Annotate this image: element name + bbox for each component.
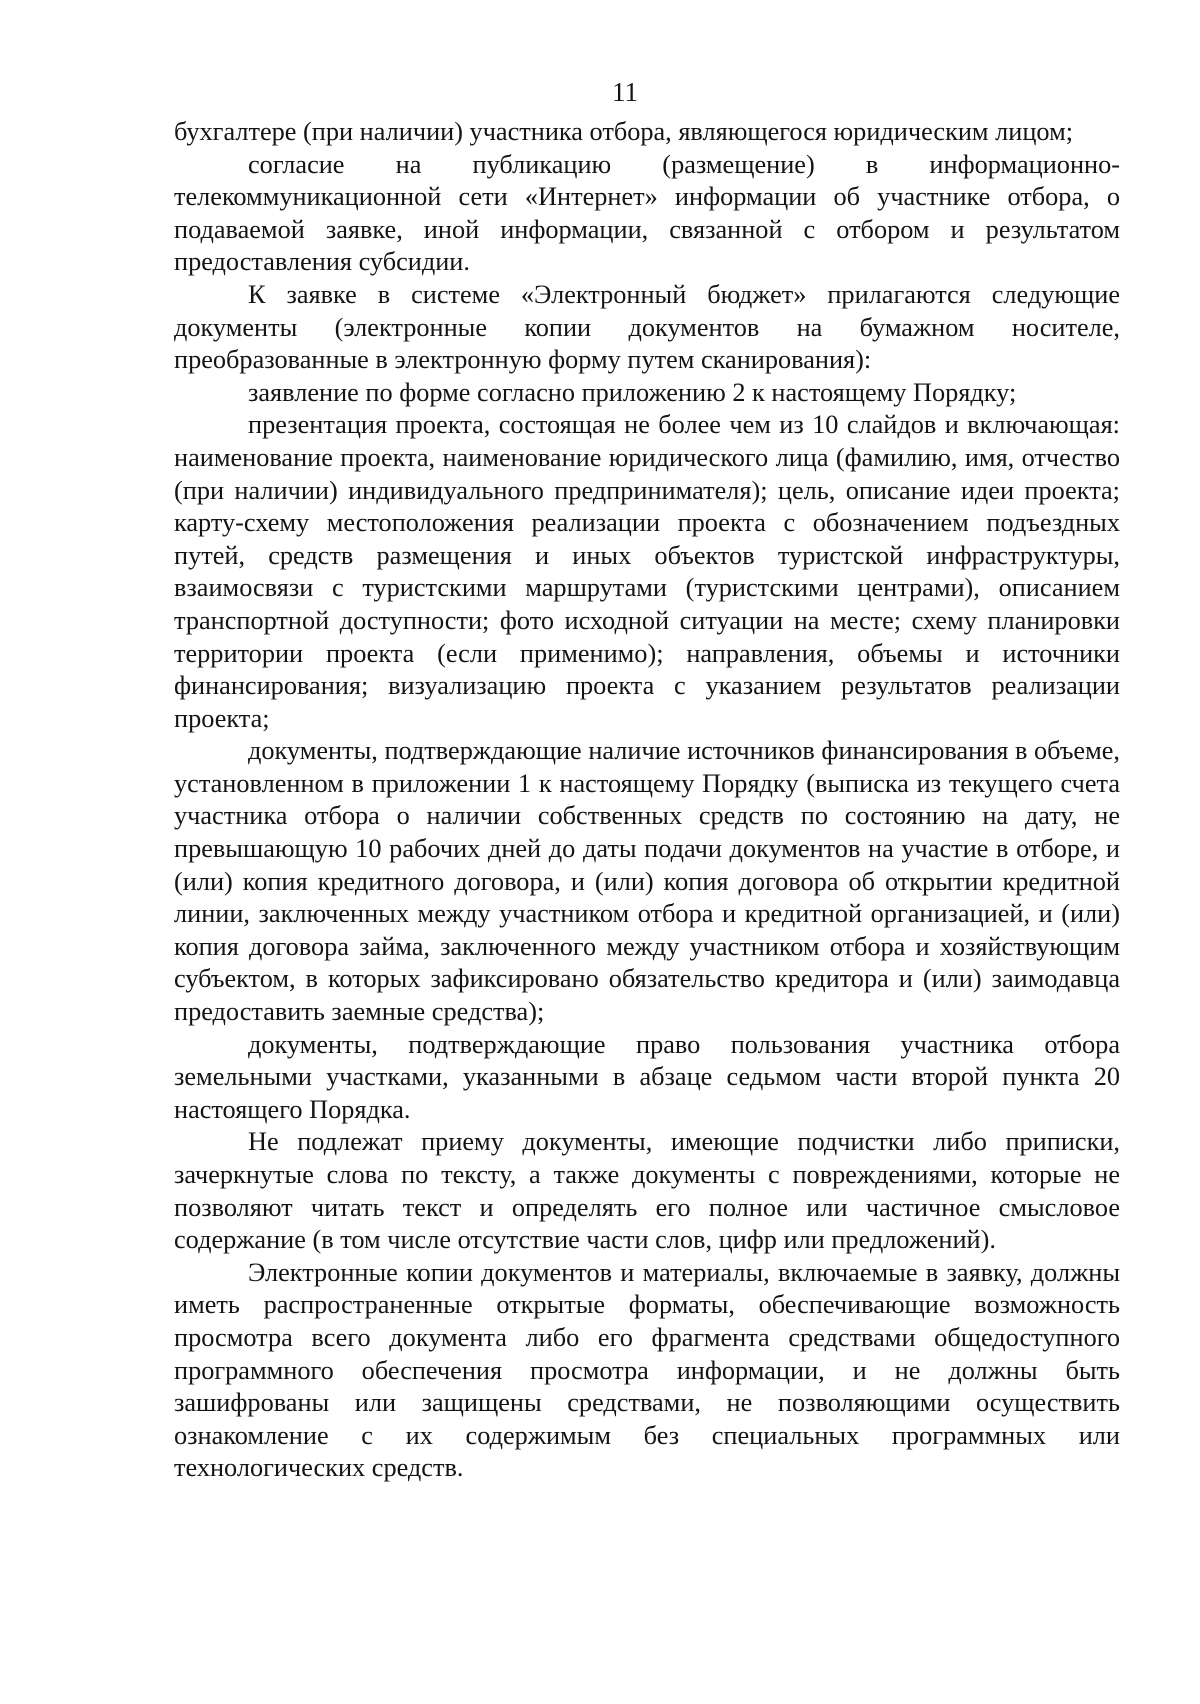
paragraph-not-accepted: Не подлежат приему документы, имеющие подчистки либо приписки, зачеркнутые слова по тексту, а также документы с повреждениями, которые не позволяют читать текст и определять его полное или частичное смысловое содержание (в том числе отсутствие части слов, цифр или предложений). [174,1127,1120,1255]
paragraph-financing-documents: документы, подтверждающие наличие источников финансирования в объеме, установленном в приложении 1 к настоящему Порядку (выписка из текущего счета участника отбора о наличии собственных средств по состоянию на дату, не превышающую 10 рабочих дней до даты подачи документов на участие в отборе, и (или) копия кредитного договора, и (или) копия договора об открытии кредитной линии, заключенных между участником отбора и кредитной организацией, и (или) копия договора займа, заключенного между участником отбора и хозяйствующим субъектом, в которых зафиксировано обязательство кредитора и (или) заимодавца предоставить заемные средства); [174,736,1120,1027]
page-number: 11 [612,77,638,107]
paragraph-project-presentation: презентация проекта, состоящая не более чем из 10 слайдов и включающая: наименование проекта, наименование юридического лица (фамилию, имя, отчество (при наличии) индивидуального предпринимателя); цель, описание идеи проекта; карту-схему местоположения реализации проекта с обозначением подъездных путей, средств размещения и иных объектов туристской инфраструктуры, взаимосвязи с туристскими маршрутами (туристскими центрами), описанием транспортной доступности; фото исходной ситуации на месте; схему планировки территории проекта (если применимо); направления, объемы и источники финансирования; визуализацию проекта с указанием результатов реализации проекта; [174,410,1120,733]
paragraph-land-rights-documents: документы, подтверждающие право пользования участника отбора земельными участками, указанными в абзаце седьмом части второй пункта 20 настоящего Порядка. [174,1029,1120,1124]
paragraph-consent-publication: согласие на публикацию (размещение) в информационно-телекоммуникационной сети «Интернет» информации об участнике отбора, о подаваемой заявке, иной информации, связанной с отбором и результатом предоставления субсидии. [174,149,1120,277]
paragraph-electronic-copies: Электронные копии документов и материалы, включаемые в заявку, должны иметь распространенные открытые форматы, обеспечивающие возможность просмотра всего документа либо его фрагмента средствами общедоступного программного обеспечения просмотра информации, и не должны быть зашифрованы или защищены средствами, не позволяющими осуществить ознакомление с их содержимым без специальных программных или технологических средств. [174,1257,1120,1483]
paragraph-continuation: бухгалтере (при наличии) участника отбора, являющегося юридическим лицом; [174,117,1074,146]
paragraph-application-form: заявление по форме согласно приложению 2 к настоящему Порядку; [248,377,1017,407]
document-body [174,116,1120,1485]
paragraph-attached-documents: К заявке в системе «Электронный бюджет» прилагаются следующие документы (электронные копии документов на бумажном носителе, преобразованные в электронную форму путем сканирования): [174,279,1120,375]
